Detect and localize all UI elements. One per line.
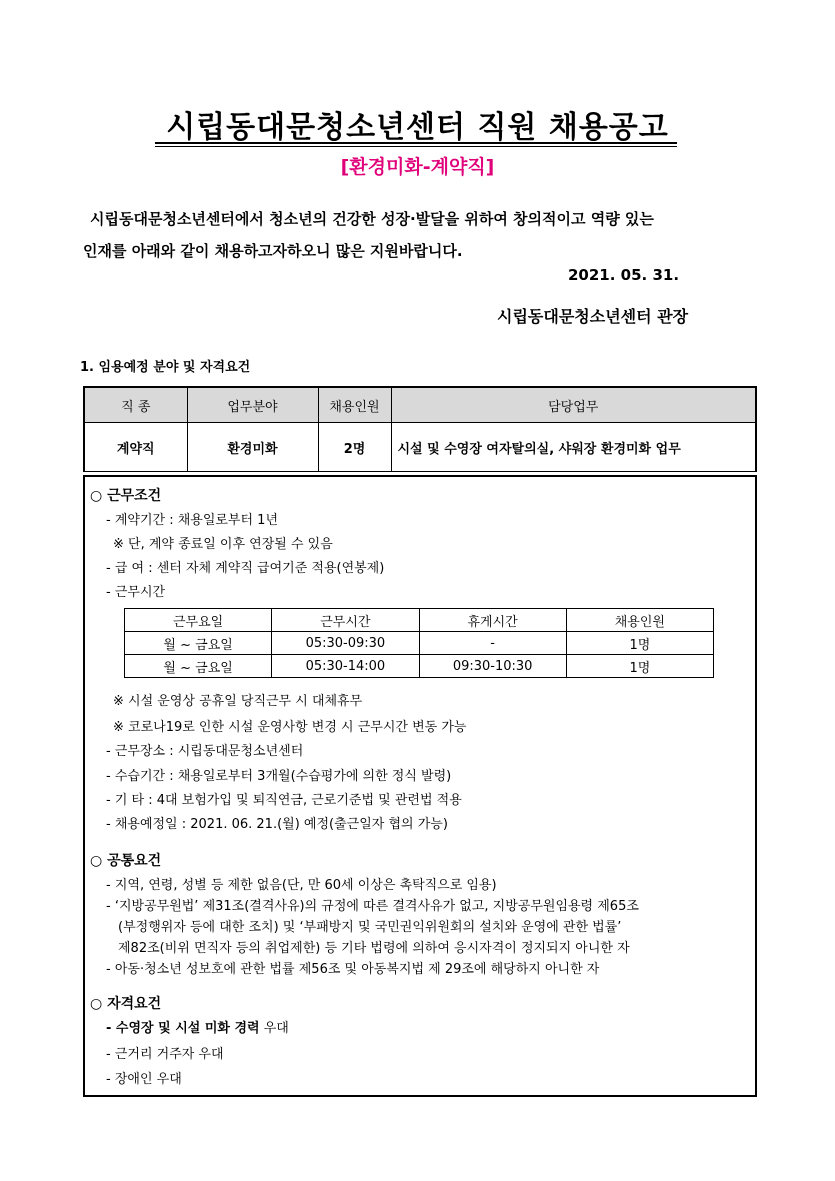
common-requirements-heading: ○ 공통요건 [90,853,162,869]
hours-table [124,608,714,678]
notice-subtitle: [환경미화-계약직] [340,156,495,178]
contract-period: - 계약기간 : 채용일로부터 1년 [106,513,279,528]
hours-cell-break: - [419,632,566,655]
hours-cell-headcount: 1명 [566,632,713,655]
hours-header-row [125,609,714,632]
hours-cell-day: 월 ~ 금요일 [125,632,272,655]
notice-date: 2021. 05. 31. [568,266,680,284]
hours-header-day: 근무요일 [125,609,272,632]
common-line: - 지역, 연령, 성별 등 제한 없음(단, 만 60세 이상은 촉탁직으로 임용) [106,878,497,893]
hours-header-break: 휴게시간 [419,609,566,632]
position-table [83,386,757,472]
title-underline [155,142,677,144]
qualification-line: - 장애인 우대 [106,1072,182,1087]
common-line: - 아동·청소년 성보호에 관한 법률 제56조 및 아동복지법 제 29조에 해당하지 아니한 자 [106,962,600,977]
notice-title: 시립동대문청소년센터 직원 채용공고 [166,110,669,145]
probation-period: - 수습기간 : 채용일로부터 3개월(수습평가에 의한 정식 발령) [106,769,452,784]
header-cell-job-type: 직 종 [84,387,187,423]
salary: - 급 여 : 센터 자체 계약직 급여기준 적용(연봉제) [106,561,385,576]
notice-signer: 시립동대문청소년센터 관장 [497,307,689,326]
hours-cell-day: 월 ~ 금요일 [125,655,272,678]
hours-label: - 근무시간 [106,585,166,600]
start-date: - 채용예정일 : 2021. 06. 21.(월) 예정(출근일자 협의 가능) [106,817,448,832]
table-row [125,632,714,655]
header-cell-headcount: 채용인원 [318,387,391,423]
work-conditions-heading: ○ 근무조건 [90,488,162,504]
contract-note: ※ 단, 계약 종료일 이후 연장될 수 있음 [113,537,333,552]
qualification-bold: - 수영장 및 시설 미화 경력 [106,1021,260,1036]
work-place: - 근무장소 : 시립동대문청소년센터 [106,744,304,759]
cell-headcount: 2명 [318,423,391,472]
hours-header-headcount: 채용인원 [566,609,713,632]
intro-line-1: 시립동대문청소년센터에서 청소년의 건강한 성장·발달을 위하여 창의적이고 역량 있는 [90,210,654,228]
common-line: (부정행위자 등에 대한 조치) 및 ‘부패방지 및 국민권익위원회의 설치와 운영에 관한 법률’ [118,920,622,935]
intro-line-2: 인재를 아래와 같이 채용하고자하오니 많은 지원바랍니다. [83,242,463,260]
qualification-line [106,1017,289,1036]
holiday-note: ※ 시설 운영상 공휴일 당직근무 시 대체휴무 [113,694,363,709]
cell-duties: 시설 및 수영장 여자탈의실, 샤워장 환경미화 업무 [391,423,756,472]
common-line: - ‘지방공무원법’ 제31조(결격사유)의 규정에 따른 결격사유가 없고, 지방공무원임용령 제65조 [106,899,639,914]
etc-conditions: - 기 타 : 4대 보험가입 및 퇴직연금, 근로기준법 및 관련법 적용 [106,793,462,808]
table-row [84,423,756,472]
common-line: 제82조(비위 면직자 등의 취업제한) 등 기타 법령에 의하여 응시자격이 정지되지 아니한 자 [118,941,630,956]
hours-cell-time: 05:30-09:30 [272,632,419,655]
hours-cell-time: 05:30-14:00 [272,655,419,678]
hours-header-time: 근무시간 [272,609,419,632]
hours-cell-headcount: 1명 [566,655,713,678]
covid-note: ※ 코로나19로 인한 시설 운영사항 변경 시 근무시간 변동 가능 [113,720,467,735]
table-header-row [84,387,756,423]
cell-field: 환경미화 [187,423,318,472]
qualification-line: - 근거리 거주자 우대 [106,1047,224,1062]
table-row [125,655,714,678]
header-cell-duties: 담당업무 [391,387,756,423]
header-cell-field: 업무분야 [187,387,318,423]
title-underline-thin [155,146,677,147]
section-heading: 1. 임용예정 분야 및 자격요건 [80,360,251,375]
cell-job-type: 계약직 [84,423,187,472]
hours-cell-break: 09:30-10:30 [419,655,566,678]
qualifications-heading: ○ 자격요건 [90,996,162,1012]
qualification-rest: 우대 [259,1021,289,1036]
